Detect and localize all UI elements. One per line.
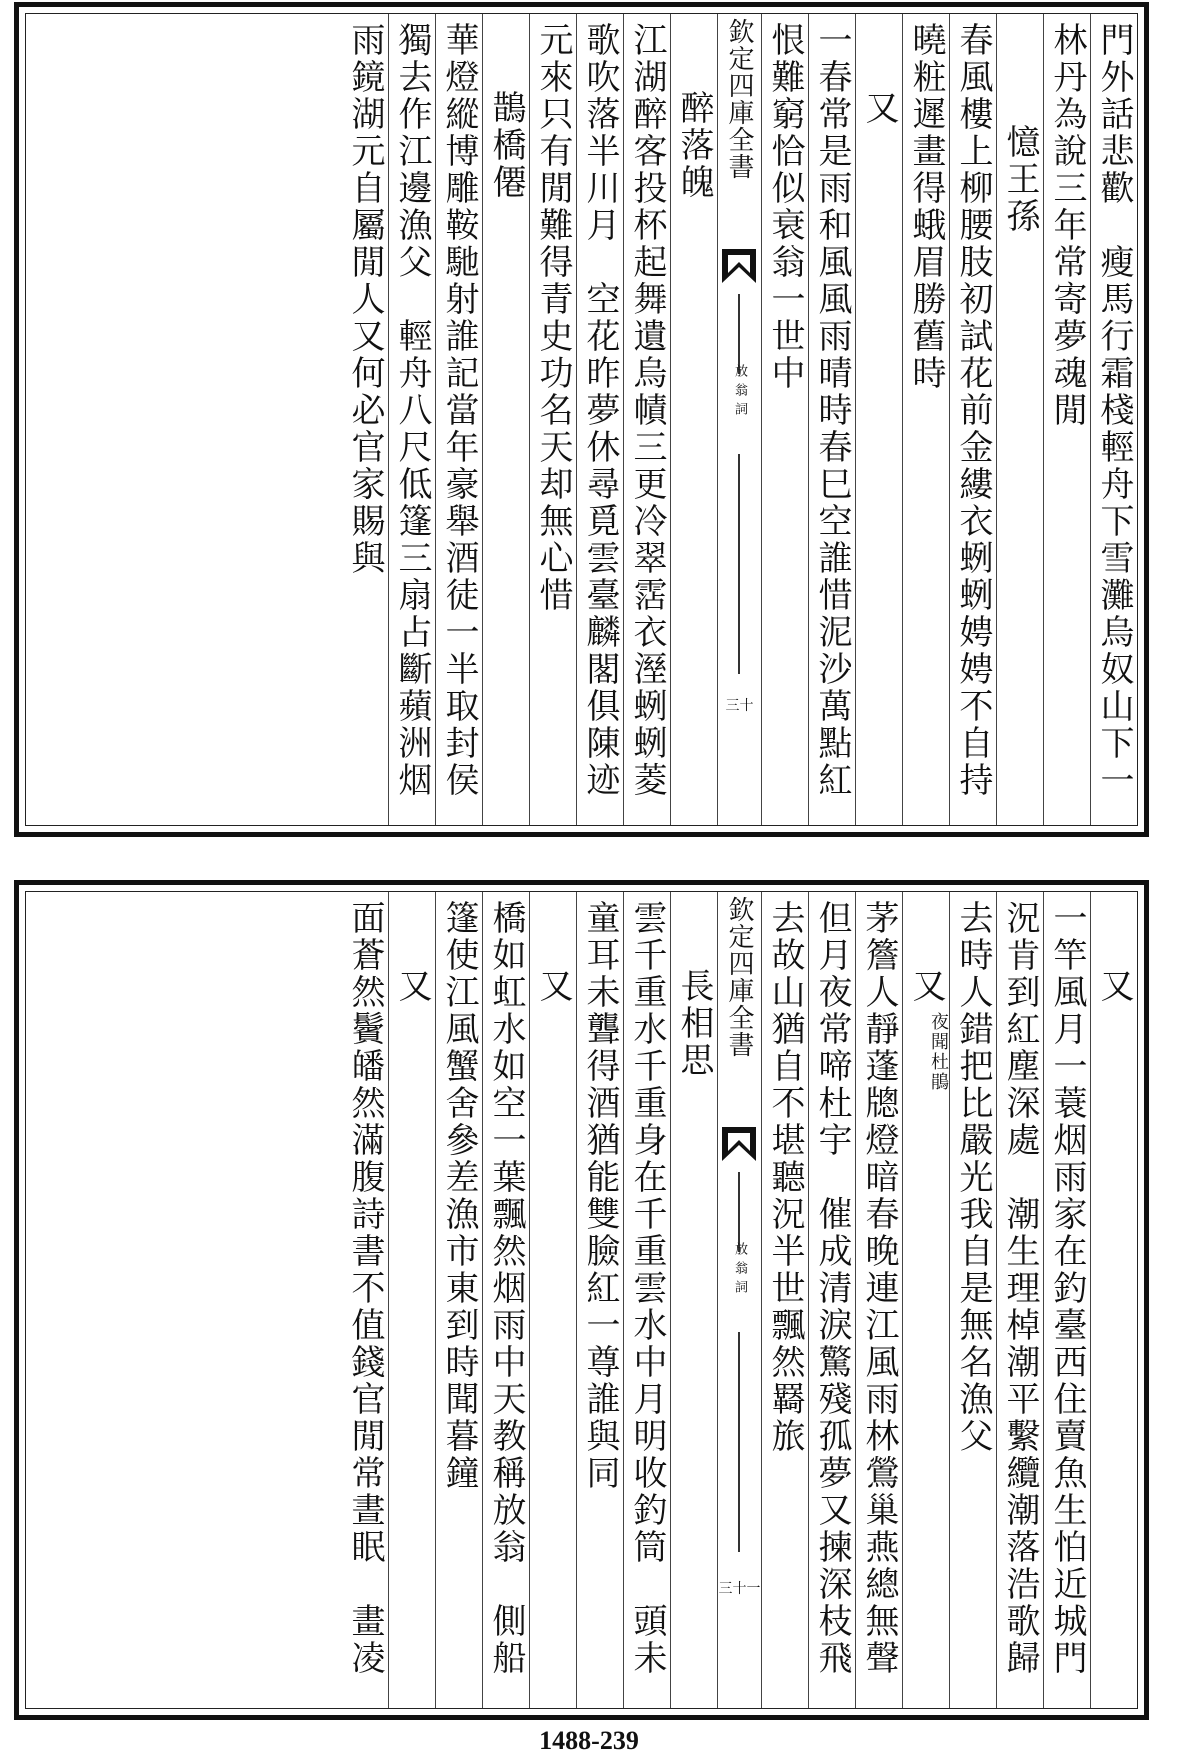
text-column xyxy=(576,892,623,1708)
text-column xyxy=(949,892,996,1708)
column-text: 橋如虹水如空一葉飄然烟雨中天教稱放翁 側船 xyxy=(486,900,526,1677)
text-column xyxy=(435,892,482,1708)
center-fold-column xyxy=(717,892,761,1708)
text-column xyxy=(1043,14,1090,825)
column-text: 又 xyxy=(859,90,899,127)
bottom-page-columns xyxy=(26,892,1137,1708)
column-text: 又 xyxy=(392,968,432,1005)
catalog-title: 欽定四庫全書 xyxy=(724,18,754,180)
text-column xyxy=(670,892,717,1708)
column-text: 況肯到紅塵深處 潮生理棹潮平繫纜潮落浩歌歸 xyxy=(1000,900,1040,1677)
column-text: 門外話悲歡 瘦馬行霜棧輕舟下雪灘烏奴山下一 xyxy=(1094,22,1134,799)
text-column xyxy=(808,892,855,1708)
text-column xyxy=(996,14,1043,825)
column-text: 雨鏡湖元自屬閒人又何必官家賜與 xyxy=(345,22,385,577)
text-column xyxy=(623,14,670,825)
text-column xyxy=(1043,892,1090,1708)
text-column xyxy=(855,14,902,825)
column-text: 面蒼然鬢皤然滿腹詩書不值錢官閒常晝眠 畫凌 xyxy=(345,900,385,1677)
text-column xyxy=(808,14,855,825)
column-text: 又 xyxy=(533,968,573,1005)
column-text: 長相思 xyxy=(674,968,714,1079)
page-number: 三十一 xyxy=(718,1581,761,1597)
column-text: 又 xyxy=(1094,968,1134,1005)
column-text: 江湖醉客投杯起舞遺烏幘三更冷翠霑衣溼蛚蛚菱 xyxy=(627,22,667,799)
catalog-title: 欽定四庫全書 xyxy=(724,896,754,1058)
column-text: 鵲橋僊 xyxy=(486,90,526,201)
fishtail-mark-icon xyxy=(720,1127,758,1167)
text-column xyxy=(761,892,808,1708)
text-column xyxy=(482,892,529,1708)
text-column xyxy=(996,892,1043,1708)
column-text: 恨難窮恰似衰翁一世中 xyxy=(765,22,805,392)
column-text: 曉粧遲畫得蛾眉勝舊時 xyxy=(906,22,946,392)
text-column xyxy=(576,14,623,825)
column-text: 又 xyxy=(906,968,946,1005)
text-column xyxy=(435,14,482,825)
column-subtitle: 夜聞杜鵑 xyxy=(928,1012,949,1092)
text-column xyxy=(761,14,808,825)
text-column xyxy=(949,14,996,825)
column-text: 一春常是雨和風風雨晴時春巳空誰惜泥沙萬點紅 xyxy=(812,22,852,799)
column-text: 獨去作江邊漁父 輕舟八尺低篷三扇占斷蘋洲烟 xyxy=(392,22,432,799)
text-column xyxy=(1090,892,1137,1708)
text-column xyxy=(482,14,529,825)
book-title: 放翁詞 xyxy=(732,364,747,421)
column-text: 雲千重水千重身在千重雲水中月明收釣筒 頭未 xyxy=(627,900,667,1677)
column-text: 華燈縱博雕鞍馳射誰記當年豪舉酒徒一半取封侯 xyxy=(439,22,479,799)
column-text: 篷使江風蟹舍參差漁市東到時聞暮鐘 xyxy=(439,900,479,1492)
bottom-page-frame xyxy=(25,891,1138,1709)
text-column xyxy=(670,14,717,825)
column-text: 茅簷人靜蓬牕燈暗春晚連江風雨林鶯巢燕總無聲 xyxy=(859,900,899,1677)
column-text: 春風樓上柳腰肢初試花前金縷衣蛚蛚娉娉不自持 xyxy=(953,22,993,799)
text-column xyxy=(388,892,435,1708)
fold-rule xyxy=(738,1172,740,1252)
column-text: 去時人錯把比嚴光我自是無名漁父 xyxy=(953,900,993,1455)
text-column xyxy=(529,14,576,825)
text-column xyxy=(902,892,949,1708)
fishtail-mark-icon xyxy=(720,249,758,289)
column-text: 醉落魄 xyxy=(674,90,714,201)
text-column xyxy=(623,892,670,1708)
text-column xyxy=(855,892,902,1708)
top-page-frame xyxy=(25,13,1138,826)
text-column xyxy=(529,892,576,1708)
column-text: 林丹為說三年常寄夢魂閒 xyxy=(1047,22,1087,429)
column-text: 一竿風月一蓑烟雨家在釣臺西住賣魚生怕近城門 xyxy=(1047,900,1087,1677)
column-text: 歌吹落半川月 空花昨夢休尋覓雲臺麟閣俱陳迹 xyxy=(580,22,620,799)
center-fold-column xyxy=(717,14,761,825)
top-page-columns xyxy=(26,14,1137,825)
text-column xyxy=(341,14,388,825)
bottom-page xyxy=(14,880,1149,1720)
text-column xyxy=(902,14,949,825)
text-column xyxy=(1090,14,1137,825)
column-text: 去故山猶自不堪聽況半世飄然羇旅 xyxy=(765,900,805,1455)
top-page xyxy=(14,2,1149,837)
column-text: 憶王孫 xyxy=(1000,124,1040,235)
fold-rule xyxy=(738,294,740,374)
text-column xyxy=(388,14,435,825)
text-column xyxy=(341,892,388,1708)
book-title: 放翁詞 xyxy=(732,1242,747,1299)
column-text: 童耳未聾得酒猶能雙臉紅一尊誰與同 xyxy=(580,900,620,1492)
fold-rule xyxy=(738,1332,740,1552)
page-number: 三十 xyxy=(725,698,754,714)
column-text: 元來只有閒難得青史功名天却無心惜 xyxy=(533,22,573,614)
fold-rule xyxy=(738,454,740,674)
page-footer-number: 1488-239 xyxy=(539,1726,639,1755)
column-text: 但月夜常啼杜宇 催成清淚驚殘孤夢又揀深枝飛 xyxy=(812,900,852,1677)
